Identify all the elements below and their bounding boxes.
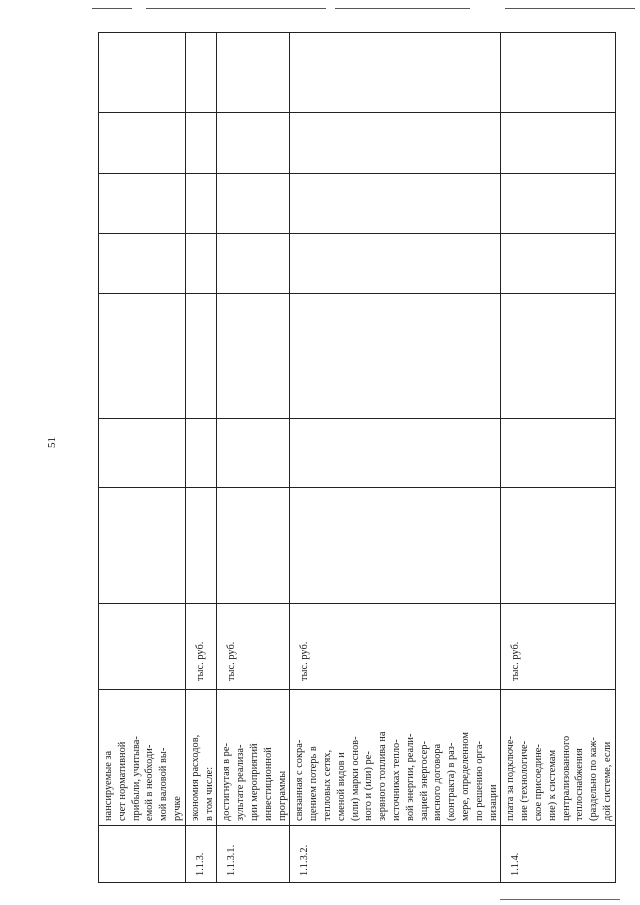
table-cell [290,113,501,174]
row-number [99,826,186,883]
row-name: экономия расходов, в том числе: [185,690,217,826]
table-cell [501,174,615,234]
table-row [217,33,290,883]
table-cell [501,294,615,419]
table-cell [99,294,186,419]
row-number: 1.1.3.1. [217,826,290,883]
page-number: 51 [46,437,58,448]
table-cell [217,174,290,234]
table-cell [290,488,501,604]
table-cell [99,488,186,604]
table-cell [501,488,615,604]
row-name: нансируемые за счет нормативной прибыли, учитыва- емой в необходи- мой валовой вы- ручке [99,690,186,826]
table-cell [217,419,290,488]
table-cell [501,234,615,294]
table-cell [185,488,217,604]
table-cell [217,234,290,294]
table-cell [290,419,501,488]
table-cell [185,174,217,234]
table-cell [99,174,186,234]
table-cell [99,33,186,113]
table-cell [185,234,217,294]
table-cell [290,234,501,294]
table-row [185,33,217,883]
table-cell [290,174,501,234]
table-cell [217,33,290,113]
table-row [99,33,186,883]
top-rule [146,8,326,9]
table-cell [99,419,186,488]
top-rule [505,8,635,9]
row-number: 1.1.4. [501,826,615,883]
table-cell [217,488,290,604]
table-cell [217,113,290,174]
row-unit [99,604,186,690]
row-unit: тыс. руб. [290,604,501,690]
table-cell [501,33,615,113]
table-cell [290,294,501,419]
table-cell [185,419,217,488]
row-name: достигнутая в ре- зультате реализа- ции мероприятий инвестиционной программы [217,690,290,826]
row-unit: тыс. руб. [185,604,217,690]
bottom-rule [500,899,620,900]
row-name: плата за подключе- ние (технологиче- ское присоедине- ние) к системам централизованного теплоснабжения (раздельно по каж- дой системе, если [501,690,615,826]
table-cell [290,33,501,113]
table-cell [185,294,217,419]
row-number: 1.1.3. [185,826,217,883]
table-cell [185,113,217,174]
top-rule [92,8,132,9]
row-unit: тыс. руб. [217,604,290,690]
table-cell [99,113,186,174]
row-number: 1.1.3.2. [290,826,501,883]
row-name: связанная с сокра- щением потерь в тепловых сетях, сменой видов и (или) марки основ- ного и (или) ре- зервного топлива на источниках тепло- вой энергии, реали- зацией энергосер- висного договора (контракта) в раз- мере, определенном по решению орга- низации [290,690,501,826]
table-cell [501,419,615,488]
table-cell [217,294,290,419]
table-cell [99,234,186,294]
table-row [290,33,501,883]
row-unit: тыс. руб. [501,604,615,690]
top-rule [335,8,470,9]
table-cell [501,113,615,174]
report-table [98,32,616,883]
table-cell [185,33,217,113]
table-row [501,33,615,883]
rotated-page-table [98,33,613,883]
